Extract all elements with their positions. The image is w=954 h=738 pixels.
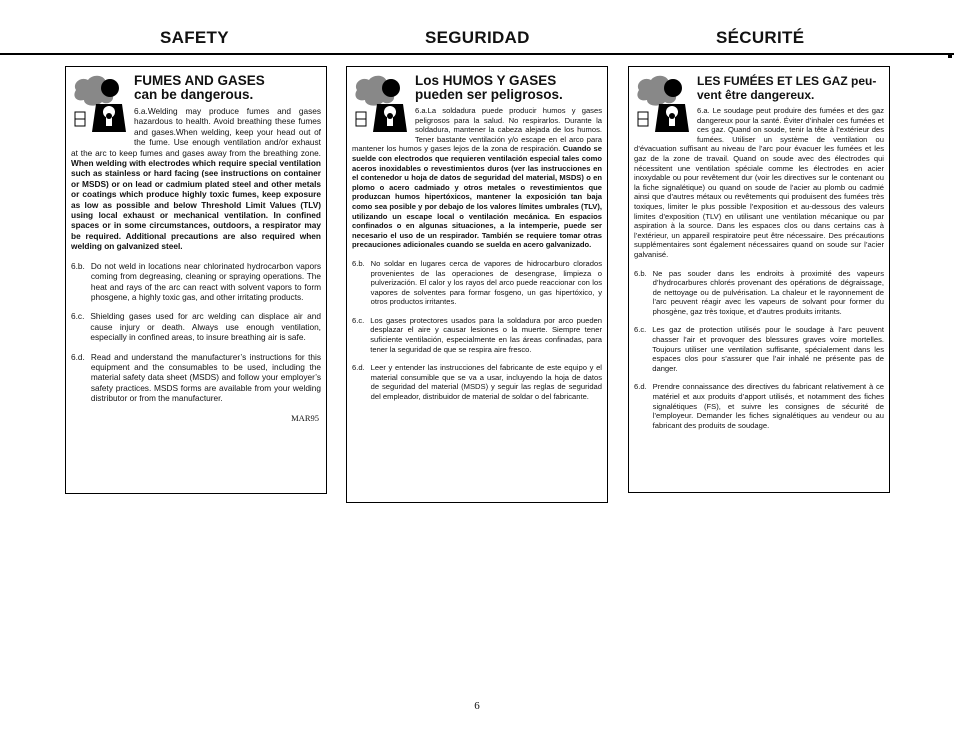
item-number: 6.b. bbox=[352, 258, 365, 268]
fumes-hazard-icon bbox=[633, 72, 695, 138]
item-text: Read and understand the manufacturer’s instructions for this equipment and the consumables to be used, including the material safety data sheet (MSDS) and follow your employer’s safety practices. MSDS forms are available from your welding distributor or from the manufacturer. bbox=[90, 351, 321, 404]
list-item bbox=[71, 352, 321, 404]
header-safety: SAFETY bbox=[160, 28, 229, 47]
item-text: Do not weld in locations near chlorinated hydrocarbon vapors coming from degreasing, cleaning or spraying operations. The heat and rays of the arc can react with solvent vapors to form phosgene, a highly toxic gas, and other irritating products. bbox=[90, 260, 321, 302]
list-item bbox=[352, 363, 602, 401]
list-item bbox=[71, 311, 321, 342]
panel-english bbox=[65, 66, 327, 494]
revision-code: MAR95 bbox=[291, 412, 319, 423]
paragraph-6a-text: 6.a.La soldadura puede producir humos y gases peligrosos para la salud. No respirarlos. Durante la soldadura, mantener la cabeza alejada de los humos. Tener bastante ventilación y/o escape en el arco para mantener los humos y gases lejos de la zona de respiración. bbox=[352, 106, 602, 154]
item-number: 6.d. bbox=[634, 382, 647, 392]
header-rule bbox=[0, 53, 954, 55]
item-number: 6.b. bbox=[634, 268, 647, 278]
item-text: Leer y entender las instrucciones del fabricante de este equipo y el material consumible que se va a usar, incluyendo la hoja de datos de seguridad del material (MSDS) y seguir las reglas de seguridad del empleador, distribuidor de material de soldar o del fabricante. bbox=[370, 363, 602, 402]
item-text: Les gaz de protection utilisés pour le soudage à l’arc peuvent chasser l’air et provoquer des blessures graves voire mortelles. Toujours utiliser une ventilation suffisante, spécialement dans les espaces clos pour s’assurer que l’air inhalé ne présente pas de danger. bbox=[652, 325, 884, 373]
item-text: Ne pas souder dans les endroits à proximité des vapeurs d’hydrocarbures chlorés provenant des opérations de dégraissage, de nettoyage ou de pulvérisation. La chaleur et le rayonnement de l’arc peuvent réagir avec les vapeurs de solvant pour former du phosgène, gaz très toxique, et d’autres produits irritants. bbox=[652, 268, 884, 316]
list-item bbox=[352, 316, 602, 354]
list-item bbox=[634, 382, 884, 430]
paragraph-6a-text: 6.a.Welding may produce fumes and gases hazardous to health. Avoid breathing these fumes and gases.When welding, keep your head out of the fume. Use enough ventilation and/or exhaust at the arc to keep fumes and gases away from the breathing zone. bbox=[71, 106, 321, 158]
item-text: Prendre connaissance des directives du fabricant relativement à ce matériel et aux produits d’apport utilisés, et notamment des fiches signalétiques (FS), et suivre les consignes de sécurité de l’employeur. Demander les fiches signalétiques au vendeur ou au fabricant des produits de soudage. bbox=[652, 382, 884, 430]
list-item bbox=[352, 259, 602, 307]
item-number: 6.c. bbox=[71, 311, 85, 322]
panel-spanish bbox=[346, 66, 608, 503]
title-line-2: vent être dangereux. bbox=[697, 88, 815, 102]
item-number: 6.d. bbox=[352, 363, 365, 373]
title-line-1: FUMES AND GASES bbox=[134, 73, 265, 88]
item-list bbox=[634, 269, 884, 431]
item-text: Los gases protectores usados para la soldadura por arco pueden desplazar el aire y causar lesiones o la muerte. Siempre tener suficiente ventilación, especialmente en las áreas confinadas, para tener la seguridad de que se respira aire fresco. bbox=[370, 315, 602, 354]
panel-french bbox=[628, 66, 890, 493]
fumes-hazard-icon bbox=[351, 72, 413, 138]
fumes-hazard-icon bbox=[70, 72, 132, 138]
item-number: 6.d. bbox=[71, 351, 85, 362]
item-number: 6.b. bbox=[71, 260, 85, 271]
title-line-2: can be dangerous. bbox=[134, 87, 254, 102]
page-number: 6 bbox=[474, 700, 480, 712]
item-text: No soldar en lugares cerca de vapores de hidrocarburo clorados provenientes de las operaciones de desengrase, limpieza o pulverización. El calor y los rayos del arco puede reaccionar con los vapores de solventes para formar fosgeno, un gas hipertóxico, y otros productos irritantes. bbox=[370, 258, 602, 307]
item-number: 6.c. bbox=[634, 325, 647, 335]
title-line-2: pueden ser peligrosos. bbox=[415, 87, 563, 102]
header-seguridad: SEGURIDAD bbox=[425, 28, 530, 47]
title-line-1: LES FUMÉES ET LES GAZ peu- bbox=[697, 74, 877, 88]
title-line-1: Los HUMOS Y GASES bbox=[415, 73, 557, 88]
list-item bbox=[634, 269, 884, 317]
page-mark bbox=[948, 54, 952, 58]
header-securite: SÉCURITÉ bbox=[716, 28, 805, 47]
item-text: Shielding gases used for arc welding can displace air and cause injury or death. Always use enough ventilation, especially in confined areas, to insure breathing air is safe. bbox=[90, 311, 321, 343]
item-list bbox=[71, 261, 321, 404]
list-item bbox=[71, 261, 321, 303]
paragraph-6a: 6.a. Le soudage peut produire des fumées et des gaz dangereux pour la santé. Éviter d’inhaler ces fumées et ces gaz. Quand on soude, tenir la tête à l’extérieur des fumées. Utiliser un système de ventilation ou d’évacuation suffisant au niveau de l’arc pour évacuer les fumées et les gaz de la zone de travail. Quand on soude avec des électrodes qui nécessitent une ventilation spéciale comme les électrodes en acier inoxydable ou pour revêtement dur (voir les directives sur le contenant ou la fiche signalétique) ou quand on soude de l’acier au plomb ou cadmié ainsi que d’autres métaux ou revêtements qui produisent des fumées très toxiques, limiter le plus possible l’exposition et au-dessous des valeurs limites d’exposition (TLV) en utilisant une ventilation mécanique ou par aspiration à la source. Dans les espaces clos ou dans certains cas à l’extérieur, un appareil respiratoire peut être nécessaire. Des précautions supplémentaires sont également nécessaires quand on soude sur l’acier galvanisé. bbox=[634, 106, 884, 259]
paragraph-6a-bold: When welding with electrodes which require special ventilation such as stainless or hard facing (see instructions on container or MSDS) or on lead or cadmium plated steel and other metals or coatings which produce highly toxic fumes, keep exposure as low as possible and below Threshold Limit Values (TLV) using local exhaust or mechanical ventilation. In confined spaces or in some circumstances, outdoors, a respirator may be required. Additional precautions are also required when welding on galvanized steel. bbox=[71, 158, 321, 252]
paragraph-6a-bold: Cuando se suelde con electrodos que requieren ventilación especial tales como aceros inoxidables o revestimientos duros (ver las instrucciones en el contenedor u hoja de datos de seguridad del material, MSDS) o en plomo o acero cadmiado y otros metales o revestimientos que produzcan humos hipertóxicos, mantener la exposición tan baja como sea posible y por debajo de los valores límites umbrales (TLV), utilizando un escape local o ventilación mecánica. En espacios confinados o en algunas situaciones, a la intemperie, puede ser necesario el uso de un respirador. También se requiere tomar otras precauciones adicionales cuando se suelda en acero galvanizado. bbox=[352, 144, 602, 250]
item-number: 6.c. bbox=[352, 315, 365, 325]
item-list bbox=[352, 259, 602, 402]
list-item bbox=[634, 325, 884, 373]
